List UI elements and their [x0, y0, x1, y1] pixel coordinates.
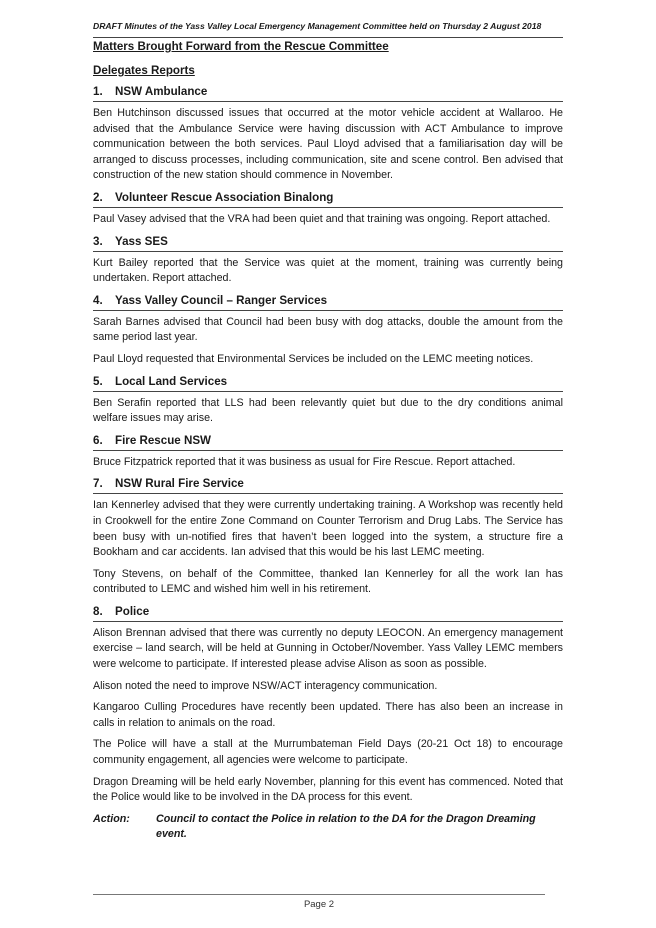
section-heading [93, 190, 563, 208]
section-paragraph: Alison noted the need to improve NSW/ACT interagency communication. [93, 679, 438, 692]
section-number: 5. [93, 374, 103, 388]
section-number: 4. [93, 293, 103, 307]
section-title: Police [115, 604, 150, 618]
section-title: Fire Rescue NSW [115, 433, 211, 447]
section-heading [93, 604, 563, 622]
footer-divider [93, 894, 545, 895]
section-heading [93, 234, 563, 252]
section-paragraph: Ian Kennerley advised that they were currently undertaking training. A Workshop was recently held in Crookwell for the entire Zone Command on Counter Terrorism and Drug Labs. The Service has been busy with un-notified fires that haven’t been logged into the system, a structure fire a Bookham and car accidents. Ian advised that this would be his last LEMC meeting. [93, 499, 563, 559]
section-paragraph: The Police will have a stall at the Murrumbateman Field Days (20-21 Oct 18) to encourage community engagement, all agencies were welcome to participate. [93, 738, 563, 767]
minutes-body [93, 37, 563, 843]
section-paragraph: Kurt Bailey reported that the Service was quiet at the moment, training was currently being undertaken. Report attached. [93, 256, 563, 285]
action-text: Council to contact the Police in relation to the DA for the Dragon Dreaming event. [156, 812, 536, 841]
section-title: NSW Rural Fire Service [115, 477, 244, 491]
page-title: Matters Brought Forward from the Rescue Committee [93, 37, 563, 54]
section-paragraph: Ben Hutchinson discussed issues that occurred at the motor vehicle accident at Wallaroo. He advised that the Ambulance Service were having discussion with ACT Ambulance to improve communication between the both services. Paul Lloyd advised that a familiarisation day will be arranged to discuss processes, including communication, site and scene control. Ben advised that construction of the new station should commence in November. [93, 107, 563, 182]
section-paragraph: Sarah Barnes advised that Council had been busy with dog attacks, double the amount from the same period last year. [93, 315, 563, 344]
action-item [93, 812, 563, 843]
section-number: 2. [93, 190, 103, 204]
section-paragraph: Dragon Dreaming will be held early November, planning for this event has commenced. Noted that the Police would like to be involved in the DA process for this event. [93, 775, 563, 804]
section-title: Volunteer Rescue Association Binalong [115, 190, 334, 204]
section-number: 6. [93, 433, 103, 447]
page-number: Page 2 [303, 899, 335, 910]
section-heading [93, 433, 563, 451]
section-paragraph: Paul Vasey advised that the VRA had been quiet and that training was ongoing. Report attached. [93, 212, 551, 225]
section-title: Yass Valley Council – Ranger Services [115, 293, 328, 307]
section-heading [93, 84, 563, 102]
section-paragraph: Kangaroo Culling Procedures have recently been updated. There has also been an increase in calls in relation to animals on the road. [93, 701, 563, 729]
section-paragraph: Tony Stevens, on behalf of the Committee, thanked Ian Kennerley for all the work Ian has contributed to LEMC and wished him well in his retirement. [93, 567, 563, 596]
section-paragraph: Ben Serafin reported that LLS had been relevantly quiet but due to the dry conditions animal welfare issues may arise. [93, 396, 563, 425]
sections-list [93, 84, 563, 806]
section-paragraph: Bruce Fitzpatrick reported that it was business as usual for Fire Rescue. Report attached. [93, 455, 516, 468]
section-paragraph: Paul Lloyd requested that Environmental Services be included on the LEMC meeting notices. [93, 352, 534, 365]
action-label: Action: [93, 812, 130, 825]
section-number: 1. [93, 85, 103, 98]
document-header: DRAFT Minutes of the Yass Valley Local Emergency Management Committee held on Thursday 2 August 2018 [93, 21, 542, 31]
section-number: 7. [93, 477, 103, 491]
section-title: Yass SES [115, 234, 168, 248]
section-number: 3. [93, 234, 103, 248]
section-number: 8. [93, 604, 103, 618]
section-title: Local Land Services [115, 374, 228, 388]
section-heading [93, 293, 563, 311]
section-title: NSW Ambulance [115, 85, 208, 98]
delegates-heading: Delegates Reports [93, 64, 195, 77]
section-heading [93, 374, 563, 392]
section-paragraph: Alison Brennan advised that there was currently no deputy LEOCON. An emergency management exercise – land search, will be held at Gunning in October/November. Yass Valley LEMC members were welcome to participate. If interested please advise Alison as soon as possible. [93, 626, 563, 671]
section-heading [93, 476, 563, 494]
